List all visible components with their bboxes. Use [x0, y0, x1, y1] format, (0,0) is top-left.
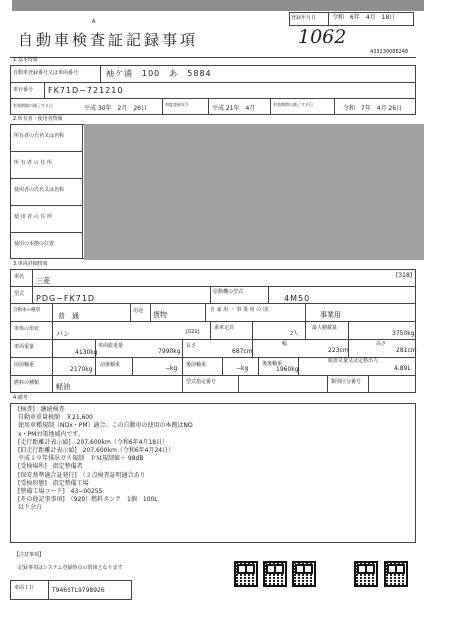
- expiry-label: 有効期間の満了する日: [13, 103, 53, 108]
- rr-axle-value: 1960kg: [276, 366, 299, 373]
- remark-line: 以下余白: [18, 504, 43, 512]
- qr-code-3: [292, 561, 316, 587]
- remark-line: [走行距離計表示値] 207,600km（令和6年4月18日）: [18, 438, 169, 446]
- body-code: [021]: [186, 329, 200, 335]
- registration-date: 令和 6年 4月 18日: [332, 14, 396, 21]
- type-value: 普 通: [58, 312, 79, 320]
- user-address-label: 使 用 者 の 住 所: [14, 214, 52, 220]
- chassis-label: 車台番号: [13, 87, 34, 93]
- registration-date-label: 登録年月日: [291, 15, 317, 21]
- remark-line: [旧走行距離計表示値] 207,600km（令和6年4月24日）: [18, 447, 175, 455]
- capacity-value: 2人: [290, 331, 299, 337]
- end-date: 令和 7年 4月 26日: [343, 105, 403, 112]
- remark-line: [受検場所] 指定整備者: [18, 463, 83, 471]
- remark-line: 平成１９年排出ガス規制 ＰＭ規制値＋ 98dB: [18, 455, 144, 463]
- use-label: 用途: [133, 308, 144, 314]
- remark-line: [整備工場コード] 43−00255: [18, 488, 103, 496]
- model-value: PDG−FK71D: [36, 294, 96, 303]
- designation-label: 型式指定番号: [186, 379, 217, 385]
- height-label: 高さ: [376, 341, 387, 347]
- fr-axle-value: −kg: [165, 365, 178, 372]
- section2-heading: 2.所有者・使用者情報: [13, 116, 63, 122]
- weight-value: 4130kg: [75, 349, 98, 356]
- length-label: 長さ: [186, 343, 197, 349]
- page-title: 自動車検査証記録事項: [18, 31, 199, 49]
- max-load-label: 最大積載量: [312, 325, 338, 331]
- category-label: 類別区分番号: [331, 379, 362, 385]
- purpose-value: 事業用: [320, 311, 341, 319]
- remark-line: [受検形態] 指定整備工場: [18, 479, 89, 487]
- weight-label: 車両重量: [14, 344, 35, 350]
- remark-line: x・PM対策地域内です。: [18, 430, 84, 438]
- type-label: 自動車の種別: [13, 308, 40, 313]
- rf-axle-label: 後前軸重: [186, 362, 207, 368]
- fuel-value: 軽油: [56, 383, 70, 391]
- remark-line: 使用車種規制（NOx・PM）適合。この自動車の使用の本拠はNO: [18, 422, 193, 430]
- engine-label: 原動機の型式: [213, 289, 244, 295]
- plate-label: 自動車登録番号又は車両番号: [13, 70, 79, 76]
- doc-number: 433230086248: [370, 49, 409, 55]
- fuel-label: 燃料の種類: [14, 380, 40, 386]
- gross-label: 車両総重量: [98, 343, 124, 349]
- qr-code-4: [354, 561, 378, 587]
- width-label: 幅: [282, 341, 288, 347]
- user-name-label: 使用者の氏名又は名称: [14, 187, 65, 193]
- notes-heading: 【注意事項】: [14, 552, 45, 558]
- body-value: バン: [56, 330, 70, 338]
- section4-heading: 4.備考: [13, 395, 28, 401]
- owner-address-label: 所 有 者 の 住 所: [14, 160, 52, 166]
- notes-text: 記録事項はシステム登録時点の情報となります: [18, 565, 123, 571]
- chassis-value: FK71D−721210: [48, 86, 124, 95]
- section1-heading: 1.基本情報: [13, 57, 38, 63]
- remarks-list: [18, 406, 398, 513]
- maker-code: [318]: [396, 272, 413, 279]
- maker-value: 三菱: [36, 277, 50, 285]
- purpose-label: 自 家 用 ・ 事 業 用 の 別: [210, 307, 268, 313]
- plate-value: 袖ケ浦 100 あ 5884: [106, 69, 212, 78]
- fr-axle-label: 前後軸重: [100, 362, 121, 368]
- displacement-label: 総排気量又は定格出力: [328, 358, 379, 364]
- engine-value: 4M50: [284, 294, 311, 303]
- width-value: 223cm: [328, 347, 349, 354]
- owner-info-redaction: [84, 124, 424, 260]
- height-value: 281cm: [396, 347, 417, 354]
- use-value: 貨物: [153, 311, 167, 319]
- remark-line: 自動車重量税額 ￥21,600: [18, 414, 93, 422]
- remark-line: [その他記事事項] （920）燃料タンク 1個 100L: [18, 496, 158, 504]
- remark-line: [検査] 継続検査: [18, 406, 65, 413]
- end-label: 有効期間の満了する日: [273, 102, 313, 107]
- ff-axle-value: 2170kg: [70, 366, 93, 373]
- capacity-label: 乗車定員: [214, 325, 235, 331]
- model-label: 型式: [14, 291, 25, 297]
- first-reg-date: 平成 21年 4月: [212, 105, 256, 112]
- top-redaction-bar: [12, 0, 424, 11]
- expiry-date: 平成 30年 2月 26日: [84, 105, 147, 112]
- max-load-value: 3750kg: [392, 330, 415, 337]
- qr-code-1: [234, 561, 258, 587]
- ff-axle-label: 前前軸重: [14, 362, 35, 368]
- vehicle-id-label: 車両ＩＤ: [14, 585, 35, 591]
- mark-a: A: [92, 19, 96, 25]
- first-reg-label: 初度登録年月: [165, 102, 189, 107]
- qr-code-2: [263, 561, 287, 587]
- base-location-label: 使用の本拠の位置: [14, 241, 55, 247]
- rf-axle-value: −kg: [236, 365, 249, 372]
- section3-heading: 3.車両詳細情報: [13, 261, 48, 267]
- gross-value: 7990kg: [158, 348, 181, 355]
- remark-line: [保安基準適合証発行] （２点検査証明適合あり: [18, 471, 146, 479]
- length-value: 687cm: [232, 348, 253, 355]
- maker-label: 車名: [14, 274, 25, 280]
- body-label: 車体の形状: [14, 326, 40, 332]
- rr-axle-label: 後後軸重: [262, 361, 283, 367]
- handwritten-number: 1062: [298, 26, 347, 48]
- qr-code-5: [384, 561, 408, 587]
- displacement-value: 4.89L: [394, 365, 411, 372]
- owner-name-label: 所有者の氏名又は名称: [14, 133, 65, 139]
- vehicle-id-value: T9465TL9798926: [52, 587, 105, 594]
